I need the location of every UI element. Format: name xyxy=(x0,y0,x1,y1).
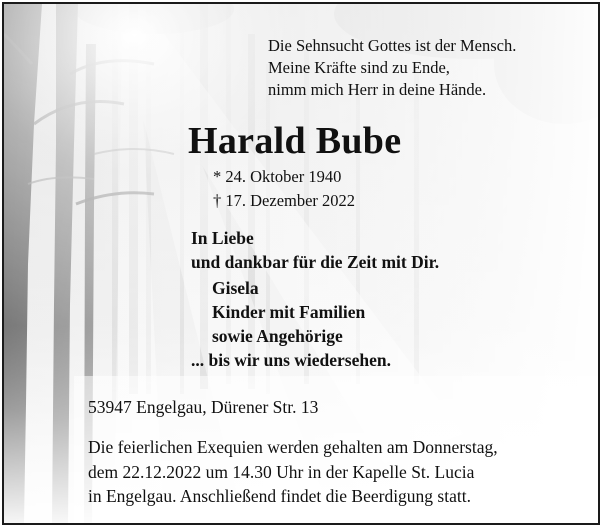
dedication-line: und dankbar für die Zeit mit Dir. xyxy=(191,252,440,272)
dedication-line: In Liebe xyxy=(191,228,254,248)
closing-phrase: ... bis wir uns wiedersehen. xyxy=(191,350,391,370)
mourner-item: sowie Angehörige xyxy=(212,326,343,346)
motto-line: nimm mich Herr in deine Hände. xyxy=(268,80,487,99)
death-date: † 17. Dezember 2022 xyxy=(213,191,356,210)
family-address: 53947 Engelgau, Dürener Str. 13 xyxy=(88,397,319,417)
mourner-item: Gisela xyxy=(212,278,259,298)
birth-date: * 24. Oktober 1940 xyxy=(213,167,342,186)
motto-quote xyxy=(268,35,516,101)
dedication xyxy=(191,226,439,274)
motto-line: Die Sehnsucht Gottes ist der Mensch. xyxy=(268,36,517,55)
service-line: Die feierlichen Exequien werden gehalten am Donnerstag, xyxy=(88,437,498,457)
service-line: dem 22.12.2022 um 14.30 Uhr in der Kapelle St. Lucia xyxy=(88,461,475,482)
motto-line: Meine Kräfte sind zu Ende, xyxy=(268,58,450,77)
life-dates xyxy=(213,165,355,213)
mourner-item: Kinder mit Familien xyxy=(212,302,366,322)
obituary-notice xyxy=(2,2,600,525)
mourners-list xyxy=(212,276,365,348)
deceased-name: Harald Bube xyxy=(188,120,402,162)
funeral-service-info xyxy=(88,435,498,509)
service-line: in Engelgau. Anschließend findet die Beerdigung statt. xyxy=(88,486,471,506)
